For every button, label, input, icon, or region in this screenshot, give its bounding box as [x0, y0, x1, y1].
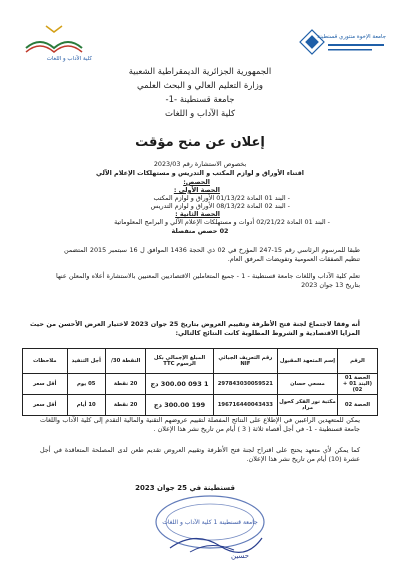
results-table — [22, 348, 378, 416]
table-cell-bidder: مسعي حسان — [277, 374, 337, 395]
paragraph-announcement: تعلم كلية الآداب واللغات جامعة قسنطينة - 1 - جميع المتعاملين الاقتصاديين المعنيين بالاستشارة أعلاه والمعلن عنها بتاريخ 13 جوان 2023 — [56, 272, 360, 289]
table-header-amount: المبلغ الإجمالي بكل الرسوم TTC — [146, 349, 213, 374]
page-title: إعلان عن منح مؤقت — [135, 135, 265, 150]
paragraph-decree: طبقا للمرسوم الرئاسي رقم 15-247 المؤرخ في 02 ذي الحجة 1436 الموافق ل 16 سبتمبر 2015 المتضمن تنظيم الصفقات العمومية وتفويضات المرفق العام. — [64, 246, 360, 263]
table-header-notes: ملاحظات — [23, 349, 68, 374]
header-faculty: كلية الآداب و اللغات — [164, 109, 235, 119]
paragraph-results-intro: أنه وفقا لاجتماع لجنة فتح الأظرفة وتقييم العروض بتاريخ 25 جوان 2023 لاختيار العرض الأحسن من حيث المزايا الاقتصادية و الشروط المطلوبة كانت النتائج كالتالي: — [30, 320, 360, 337]
table-header-score: النقطة 30/ — [105, 349, 145, 374]
table-row — [23, 374, 378, 395]
table-header-nif: رقم التعريف الجبائي NIF — [213, 349, 277, 374]
header-university: جامعة قسنطينة -1- — [165, 95, 235, 105]
paragraph-review-results: يمكن للمتعهدين الراغبين في الإطلاع على النتائج المفصلة لتقييم عروضهم التقنية والمالية التقدم إلى كلية الآداب واللغات جامعة قسنطينة - 1- في أجل أقصاه ثلاثة ( 3 ) أيام من تاريخ نشر هذا الإعلان . — [40, 416, 360, 433]
signature-date: قسنطينة في 25 جوان 2023 — [135, 484, 235, 492]
table-cell-score: 20 نقطة — [105, 374, 145, 395]
lot2-note: 02 حصص منفصلة — [171, 227, 229, 235]
lots-label: الحصص: — [183, 178, 210, 186]
lot2-label: الحصة الثانية : — [175, 210, 220, 218]
table-cell-amount: 1 093 300.00 دج — [146, 374, 213, 395]
table-cell-notes: أقل سعر — [23, 395, 68, 416]
table-header-deadline: أجل التنفيذ — [67, 349, 105, 374]
header-ministry: وزارة التعليم العالي و البحث العلمي — [137, 81, 263, 91]
table-cell-nif: 297843030059521 — [213, 374, 277, 395]
table-header-row — [23, 349, 378, 374]
table-cell-lot: الحصة 02 — [337, 395, 377, 416]
header-republic: الجمهورية الجزائرية الديمقراطية الشعبية — [128, 67, 272, 77]
consultation-ref: بخصوص الاستشارة رقم 2023/03 — [153, 160, 247, 168]
table-cell-notes: أقل سعر — [23, 374, 68, 395]
lot1-label: الحصة الأولى : — [173, 186, 220, 194]
faculty-logo — [16, 18, 94, 62]
table-cell-nif: 196716440043433 — [213, 395, 277, 416]
table-header-number: الرقم — [337, 349, 377, 374]
table-cell-bidder: مكتبة نور الفكر كحول مراد — [277, 395, 337, 416]
table-cell-deadline: 05 يوم — [67, 374, 105, 395]
table-cell-deadline: 10 أيام — [67, 395, 105, 416]
table-cell-amount: 199 300.00 دج — [146, 395, 213, 416]
table-row — [23, 395, 378, 416]
table-cell-lot: الحصة 01 (البند 01 + 02) — [337, 374, 377, 395]
consultation-subject: اقتناء الأوراق و لوازم المكتب و التدريس و مستهلكات الإعلام الآلي — [96, 169, 304, 177]
university-logo — [298, 20, 386, 64]
lot1-item2: - البند 02 المادة 08/13/22 الأوراق و لوازم التدريس — [150, 202, 290, 210]
stamp-text: جامعة قسنطينة 1 كلية الآداب و اللغات — [162, 519, 258, 526]
table-cell-score: 20 نقطة — [105, 395, 145, 416]
lot2-item1: - البند 01 المادة 02/21/22 أدوات و مستهلكات الإعلام الآلي و البرامج المعلوماتية — [114, 218, 330, 226]
signer-name: حسين — [230, 552, 250, 560]
logo-left-text: كلية الآداب و اللغات — [46, 56, 92, 62]
logo-right-text: جامعة الإخوة منتوري قسنطينة — [317, 34, 386, 40]
official-stamp — [150, 490, 270, 560]
table-header-bidder: إسم المتعهد المقبول — [277, 349, 337, 374]
lot1-item1: - البند 01 المادة 01/13/22 الأوراق و لوازم المكتب — [153, 194, 290, 202]
paragraph-appeal: كما يمكن لأي متعهد يحتج على اقتراح لجنة فتح الأظرفة وتقييم العروض تقديم طعن لدى المصلحة المتعاقدة في أجل عشرة (10) أيام من تاريخ نشر هذا الإعلان. — [40, 446, 360, 463]
